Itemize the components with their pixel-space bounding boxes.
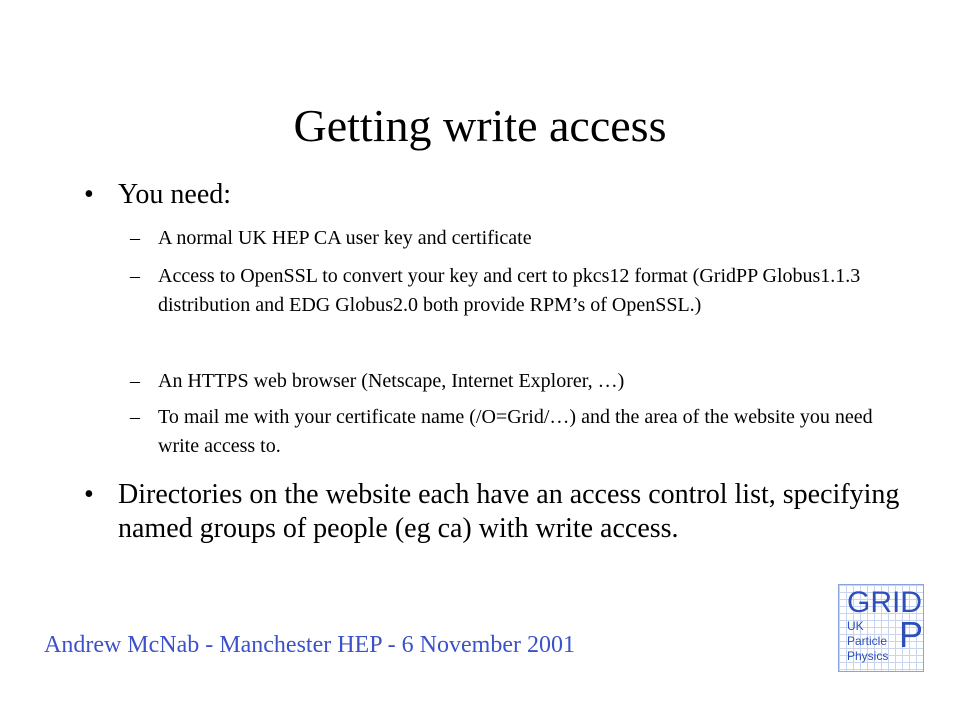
bullet-text: You need:: [118, 179, 232, 210]
logo-physics-text: Physics: [847, 649, 889, 663]
subitem-mail: [130, 403, 900, 461]
subitem-ca-key: [130, 224, 900, 253]
slide-title: Getting write access: [293, 100, 667, 151]
subitem-openssl: [130, 262, 900, 320]
subitem-text: An HTTPS web browser (Netscape, Internet Explorer, …): [158, 370, 625, 392]
subitem-text: A normal UK HEP CA user key and certificate: [158, 227, 532, 249]
logo-p-text: P: [899, 614, 924, 655]
subitem-browser: [130, 367, 900, 396]
slide-footer: Andrew McNab - Manchester HEP - 6 November 2001: [44, 632, 575, 658]
subitem-text: Access to OpenSSL to convert your key and cert to pkcs12 format (GridPP Globus1.1.3 distribution and EDG Globus2.0 both provide RPM’s of OpenSSL.): [158, 265, 861, 316]
logo-particle-text: Particle: [847, 634, 888, 648]
dash-mark: –: [130, 265, 140, 287]
bullet-mark: •: [84, 479, 94, 510]
dash-mark: –: [130, 227, 140, 249]
subitem-text: To mail me with your certificate name (/O=Grid/…) and the area of the website you need write access to.: [158, 406, 873, 457]
bullet-text: Directories on the website each have an access control list, specifying named groups of people (eg ca) with write access.: [118, 479, 900, 544]
dash-mark: –: [130, 406, 140, 428]
gridpp-logo: [838, 584, 924, 672]
dash-mark: –: [130, 370, 140, 392]
logo-uk-text: UK: [847, 619, 864, 633]
bullet-you-need: [84, 178, 900, 212]
logo-grid-text: GRID: [847, 586, 922, 619]
bullet-directories: [84, 478, 900, 546]
bullet-mark: •: [84, 179, 94, 210]
